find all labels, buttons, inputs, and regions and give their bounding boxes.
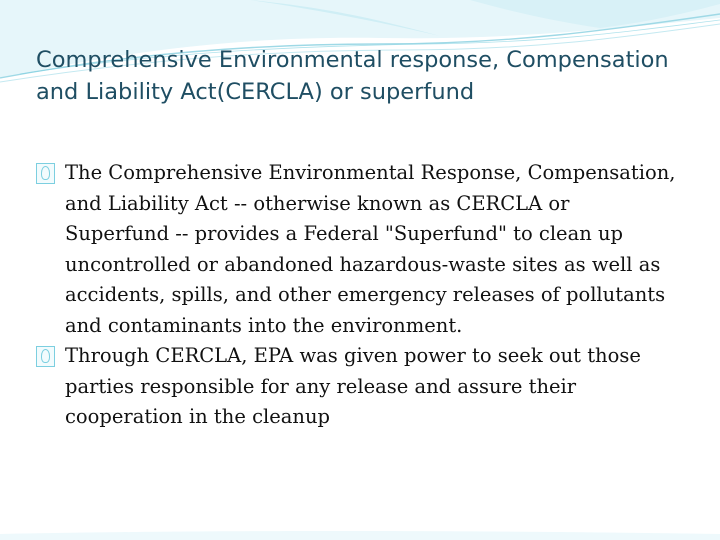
missing-glyph-box-icon bbox=[36, 346, 55, 367]
slide-title: Comprehensive Environmental response, Compensation and Liability Act(CERCLA) or superfund bbox=[36, 47, 669, 105]
missing-glyph-box-icon bbox=[36, 163, 55, 184]
footer-band-decoration bbox=[0, 500, 720, 540]
bullet-list bbox=[36, 158, 676, 433]
bullet-text: Through CERCLA, EPA was given power to seek out those parties responsible for any release and assure their cooperation in the cleanup bbox=[65, 344, 641, 428]
bullet-item bbox=[36, 341, 676, 433]
bullet-item bbox=[36, 158, 676, 341]
bullet-text: The Comprehensive Environmental Response, Compensation, and Liability Act -- otherwise known as CERCLA or Superfund -- provides a Federal "Superfund" to clean up uncontrolled or abandoned hazardous-waste sites as well as accidents, spills, and other emergency releases of pollutants and contaminants into the environment. bbox=[65, 161, 676, 337]
